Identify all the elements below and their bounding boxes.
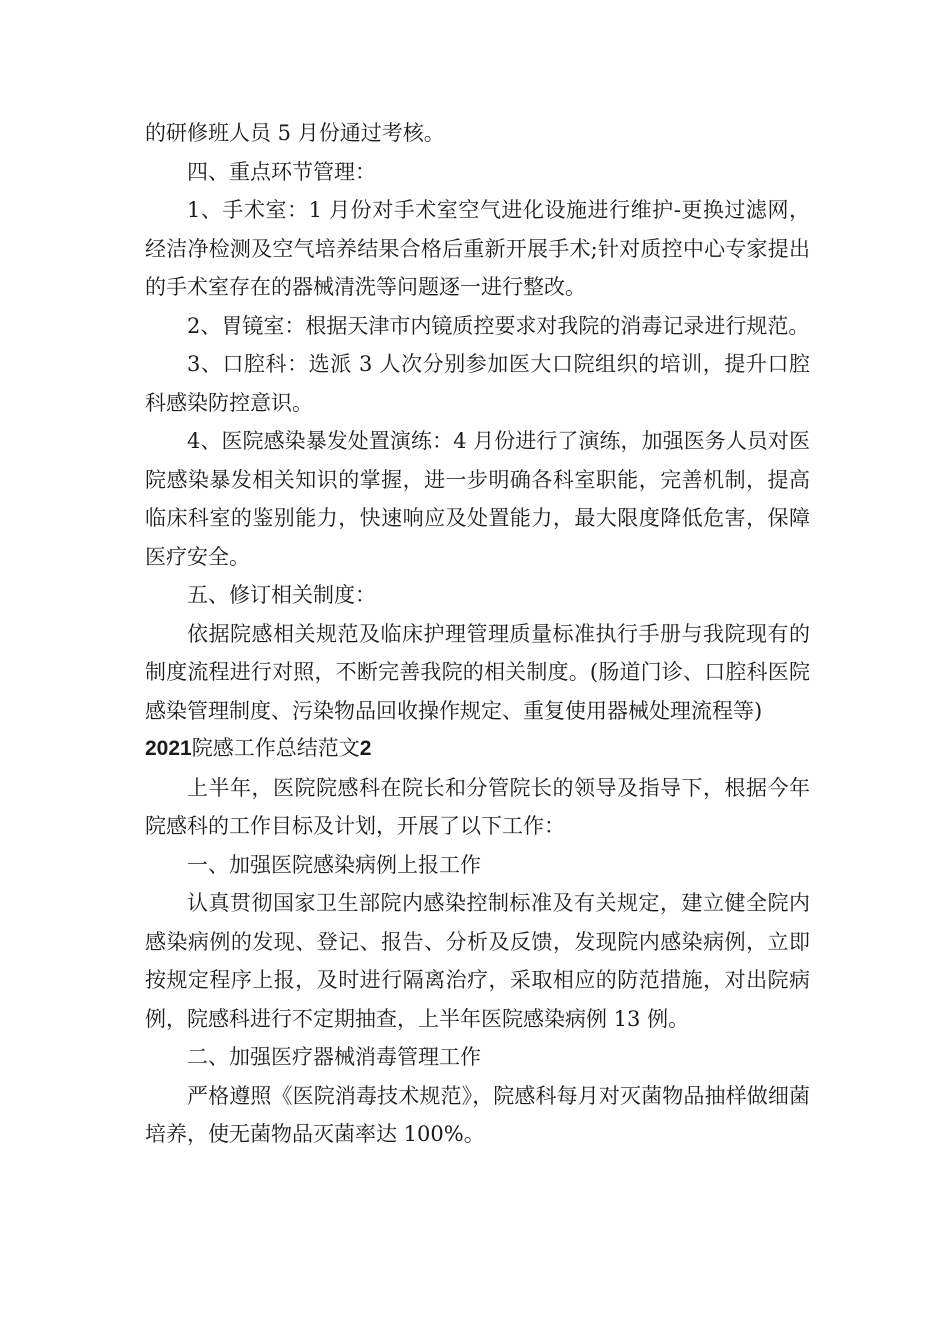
section-heading-key-links: 四、重点环节管理： <box>187 159 376 184</box>
paragraph: 3、口腔科：选派 3 人次分别参加医大口院组织的培训，提升口腔科感染防控意识。 <box>145 352 810 415</box>
article-title-number: 2 <box>359 737 372 760</box>
section-heading-infection-reporting: 一、加强医院感染病例上报工作 <box>187 852 481 877</box>
paragraph: 4、医院感染暴发处置演练：4 月份进行了演练，加强医务人员对医院感染暴发相关知识的掌握，进一步明确各科室职能，完善机制，提高临床科室的鉴别能力，快速响应及处置能力，最大限度降低危害，保障医疗安全。 <box>145 429 810 569</box>
document-body <box>145 114 810 1154</box>
paragraph: 依据院感相关规范及临床护理管理质量标准执行手册与我院现有的制度流程进行对照，不断完善我院的相关制度。(肠道门诊、口腔科医院感染管理制度、污染物品回收操作规定、重复使用器械处理流程等) <box>145 621 810 723</box>
section-heading-device-disinfection: 二、加强医疗器械消毒管理工作 <box>187 1045 481 1069</box>
paragraph: 的研修班人员 5 月份通过考核。 <box>145 121 445 145</box>
paragraph: 上半年，医院院感科在院长和分管院长的领导及指导下，根据今年院感科的工作目标及计划，开展了以下工作： <box>145 775 810 838</box>
paragraph: 2、胃镜室：根据天津市内镜质控要求对我院的消毒记录进行规范。 <box>187 313 810 338</box>
paragraph: 严格遵照《医院消毒技术规范》，院感科每月对灭菌物品抽样做细菌培养，使无菌物品灭菌率达 100%。 <box>145 1083 810 1146</box>
article-title-year: 2021 <box>145 737 192 760</box>
article-title-text: 院感工作总结范文 <box>191 737 360 760</box>
article-title <box>145 730 810 769</box>
paragraph: 认真贯彻国家卫生部院内感染控制标准及有关规定，建立健全院内感染病例的发现、登记、报告、分析及反馈，发现院内感染病例，立即按规定程序上报，及时进行隔离治疗，采取相应的防范措施，对出院病例，院感科进行不定期抽查，上半年医院感染病例 13 例。 <box>145 891 810 1031</box>
paragraph: 1、手术室：1 月份对手术室空气进化设施进行维护-更换过滤网，经洁净检测及空气培养结果合格后重新开展手术;针对质控中心专家提出的手术室存在的器械清洗等问题逐一进行整改。 <box>145 198 810 299</box>
section-heading-revise-rules: 五、修订相关制度： <box>187 583 376 607</box>
